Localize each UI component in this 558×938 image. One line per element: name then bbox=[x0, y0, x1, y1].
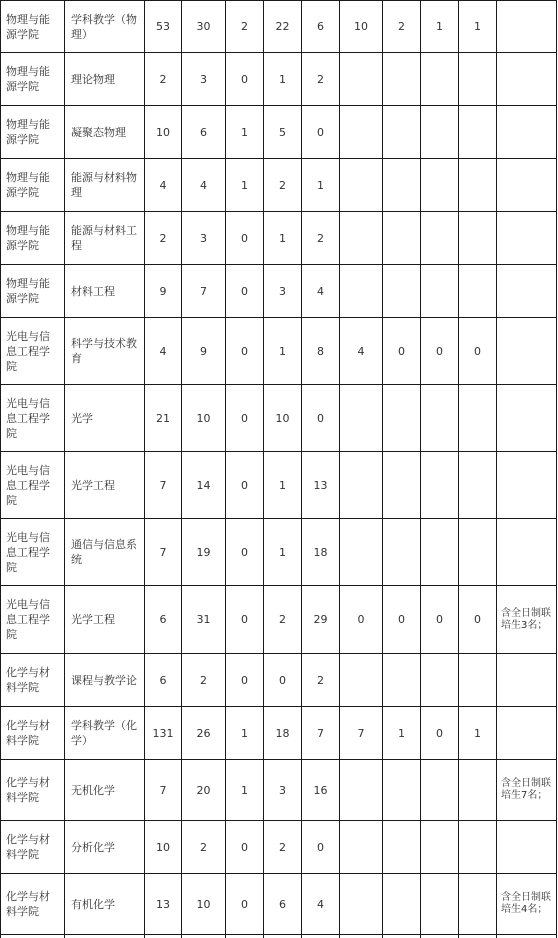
count-cell: 20 bbox=[182, 760, 226, 821]
count-cell: 0 bbox=[383, 586, 421, 654]
note-cell bbox=[497, 159, 557, 212]
table-row bbox=[1, 265, 557, 318]
note-cell bbox=[497, 212, 557, 265]
count-cell bbox=[421, 935, 459, 938]
count-cell: 1 bbox=[226, 760, 264, 821]
count-cell: 29 bbox=[302, 586, 340, 654]
count-cell: 0 bbox=[264, 654, 302, 707]
count-cell: 3 bbox=[264, 760, 302, 821]
count-cell: 1 bbox=[264, 519, 302, 586]
count-cell bbox=[340, 159, 383, 212]
count-cell: 4 bbox=[145, 318, 182, 385]
count-cell: 1 bbox=[226, 159, 264, 212]
major-cell: 光学 bbox=[65, 385, 145, 452]
count-cell: 2 bbox=[302, 654, 340, 707]
college-cell: 物理与能源学院 bbox=[1, 106, 65, 159]
count-cell bbox=[226, 935, 264, 938]
table-row bbox=[1, 452, 557, 519]
count-cell bbox=[383, 935, 421, 938]
college-cell: 化学与材料学院 bbox=[1, 654, 65, 707]
count-cell: 1 bbox=[264, 452, 302, 519]
college-cell: 物理与能源学院 bbox=[1, 1, 65, 53]
major-cell: 理论物理 bbox=[65, 53, 145, 106]
count-cell: 2 bbox=[264, 586, 302, 654]
count-cell bbox=[459, 106, 497, 159]
major-cell: 凝聚态物理 bbox=[65, 106, 145, 159]
count-cell bbox=[383, 654, 421, 707]
count-cell: 2 bbox=[302, 212, 340, 265]
count-cell: 0 bbox=[226, 53, 264, 106]
count-cell bbox=[340, 519, 383, 586]
count-cell: 0 bbox=[459, 586, 497, 654]
college-cell: 光电与信息工程学院 bbox=[1, 586, 65, 654]
count-cell: 1 bbox=[226, 106, 264, 159]
count-cell bbox=[340, 874, 383, 935]
college-cell: 光电与信息工程学院 bbox=[1, 519, 65, 586]
count-cell: 0 bbox=[226, 318, 264, 385]
count-cell bbox=[340, 385, 383, 452]
count-cell bbox=[383, 53, 421, 106]
count-cell: 10 bbox=[340, 1, 383, 53]
note-cell bbox=[497, 318, 557, 385]
count-cell: 4 bbox=[182, 159, 226, 212]
count-cell: 4 bbox=[340, 318, 383, 385]
count-cell bbox=[383, 452, 421, 519]
count-cell: 0 bbox=[226, 654, 264, 707]
count-cell: 2 bbox=[145, 53, 182, 106]
count-cell bbox=[340, 212, 383, 265]
count-cell: 2 bbox=[226, 1, 264, 53]
count-cell: 9 bbox=[145, 265, 182, 318]
count-cell bbox=[459, 821, 497, 874]
count-cell: 6 bbox=[145, 586, 182, 654]
note-cell bbox=[497, 452, 557, 519]
count-cell bbox=[459, 212, 497, 265]
count-cell bbox=[182, 935, 226, 938]
note-cell bbox=[497, 385, 557, 452]
table-row bbox=[1, 53, 557, 106]
college-cell: 光电与信息工程学院 bbox=[1, 452, 65, 519]
count-cell: 1 bbox=[226, 707, 264, 760]
count-cell: 1 bbox=[421, 1, 459, 53]
count-cell bbox=[383, 265, 421, 318]
count-cell: 10 bbox=[145, 106, 182, 159]
count-cell bbox=[340, 452, 383, 519]
count-cell: 10 bbox=[182, 385, 226, 452]
count-cell bbox=[459, 159, 497, 212]
count-cell bbox=[383, 106, 421, 159]
count-cell: 3 bbox=[182, 53, 226, 106]
count-cell bbox=[459, 265, 497, 318]
count-cell bbox=[421, 385, 459, 452]
count-cell: 0 bbox=[421, 707, 459, 760]
count-cell bbox=[421, 106, 459, 159]
major-cell bbox=[65, 935, 145, 938]
count-cell: 0 bbox=[459, 318, 497, 385]
count-cell bbox=[264, 935, 302, 938]
count-cell: 16 bbox=[302, 760, 340, 821]
count-cell: 1 bbox=[264, 53, 302, 106]
college-cell: 物理与能源学院 bbox=[1, 159, 65, 212]
major-cell: 能源与材料工程 bbox=[65, 212, 145, 265]
major-cell: 课程与教学论 bbox=[65, 654, 145, 707]
count-cell: 1 bbox=[383, 707, 421, 760]
count-cell: 0 bbox=[421, 586, 459, 654]
count-cell: 7 bbox=[145, 519, 182, 586]
count-cell bbox=[421, 760, 459, 821]
count-cell: 0 bbox=[226, 874, 264, 935]
college-cell: 化学与材料学院 bbox=[1, 707, 65, 760]
major-cell: 学科教学（物理） bbox=[65, 1, 145, 53]
count-cell: 26 bbox=[182, 707, 226, 760]
college-cell: 物理与能源学院 bbox=[1, 265, 65, 318]
count-cell bbox=[383, 212, 421, 265]
count-cell: 19 bbox=[182, 519, 226, 586]
count-cell: 10 bbox=[182, 874, 226, 935]
count-cell bbox=[383, 519, 421, 586]
count-cell bbox=[459, 760, 497, 821]
count-cell bbox=[459, 654, 497, 707]
count-cell: 4 bbox=[145, 159, 182, 212]
count-cell bbox=[340, 654, 383, 707]
count-cell: 2 bbox=[264, 821, 302, 874]
count-cell: 7 bbox=[340, 707, 383, 760]
count-cell: 0 bbox=[383, 318, 421, 385]
count-cell bbox=[383, 760, 421, 821]
count-cell: 0 bbox=[302, 106, 340, 159]
count-cell bbox=[421, 265, 459, 318]
major-cell: 光学工程 bbox=[65, 586, 145, 654]
count-cell: 1 bbox=[459, 1, 497, 53]
count-cell bbox=[383, 874, 421, 935]
count-cell: 2 bbox=[383, 1, 421, 53]
count-cell: 0 bbox=[302, 821, 340, 874]
note-cell bbox=[497, 519, 557, 586]
count-cell: 0 bbox=[302, 385, 340, 452]
count-cell: 13 bbox=[302, 452, 340, 519]
count-cell: 7 bbox=[145, 760, 182, 821]
table-row bbox=[1, 106, 557, 159]
count-cell bbox=[383, 821, 421, 874]
count-cell: 6 bbox=[182, 106, 226, 159]
note-cell bbox=[497, 106, 557, 159]
count-cell: 0 bbox=[340, 586, 383, 654]
table-body bbox=[1, 1, 557, 938]
count-cell bbox=[459, 385, 497, 452]
count-cell bbox=[421, 821, 459, 874]
major-cell: 光学工程 bbox=[65, 452, 145, 519]
count-cell bbox=[302, 935, 340, 938]
count-cell: 1 bbox=[459, 707, 497, 760]
count-cell: 3 bbox=[264, 265, 302, 318]
major-cell: 分析化学 bbox=[65, 821, 145, 874]
count-cell: 3 bbox=[182, 212, 226, 265]
count-cell: 2 bbox=[264, 159, 302, 212]
college-cell: 光电与信息工程学院 bbox=[1, 318, 65, 385]
table-row bbox=[1, 935, 557, 938]
count-cell: 0 bbox=[226, 385, 264, 452]
count-cell: 0 bbox=[421, 318, 459, 385]
count-cell: 10 bbox=[145, 821, 182, 874]
count-cell: 1 bbox=[302, 159, 340, 212]
table-row bbox=[1, 654, 557, 707]
note-cell: 含全日制联培生3名； bbox=[497, 586, 557, 654]
college-cell bbox=[1, 935, 65, 938]
count-cell: 7 bbox=[302, 707, 340, 760]
count-cell: 7 bbox=[145, 452, 182, 519]
count-cell: 2 bbox=[182, 654, 226, 707]
count-cell bbox=[145, 935, 182, 938]
count-cell: 18 bbox=[302, 519, 340, 586]
count-cell bbox=[340, 760, 383, 821]
count-cell: 0 bbox=[226, 265, 264, 318]
table-row bbox=[1, 760, 557, 821]
count-cell bbox=[421, 654, 459, 707]
note-cell bbox=[497, 1, 557, 53]
count-cell bbox=[421, 53, 459, 106]
note-cell: 含全日制联培生4名； bbox=[497, 874, 557, 935]
count-cell bbox=[383, 385, 421, 452]
table-row bbox=[1, 821, 557, 874]
note-cell bbox=[497, 265, 557, 318]
major-cell: 有机化学 bbox=[65, 874, 145, 935]
count-cell: 8 bbox=[302, 318, 340, 385]
note-cell bbox=[497, 53, 557, 106]
count-cell: 2 bbox=[182, 821, 226, 874]
count-cell: 0 bbox=[226, 452, 264, 519]
major-cell: 材料工程 bbox=[65, 265, 145, 318]
count-cell: 22 bbox=[264, 1, 302, 53]
count-cell bbox=[340, 265, 383, 318]
count-cell bbox=[421, 452, 459, 519]
count-cell: 0 bbox=[226, 519, 264, 586]
table-row bbox=[1, 318, 557, 385]
table-row bbox=[1, 586, 557, 654]
major-cell: 无机化学 bbox=[65, 760, 145, 821]
count-cell: 14 bbox=[182, 452, 226, 519]
table-row bbox=[1, 874, 557, 935]
note-cell: 含全日制联培生7名； bbox=[497, 760, 557, 821]
count-cell bbox=[340, 935, 383, 938]
table-row bbox=[1, 212, 557, 265]
count-cell bbox=[459, 874, 497, 935]
count-cell: 10 bbox=[264, 385, 302, 452]
count-cell bbox=[459, 452, 497, 519]
count-cell: 13 bbox=[145, 874, 182, 935]
major-cell: 学科教学（化学） bbox=[65, 707, 145, 760]
count-cell: 53 bbox=[145, 1, 182, 53]
count-cell: 2 bbox=[302, 53, 340, 106]
count-cell: 0 bbox=[226, 586, 264, 654]
count-cell: 4 bbox=[302, 874, 340, 935]
count-cell: 0 bbox=[226, 821, 264, 874]
major-cell: 通信与信息系统 bbox=[65, 519, 145, 586]
major-cell: 科学与技术教育 bbox=[65, 318, 145, 385]
count-cell: 21 bbox=[145, 385, 182, 452]
college-cell: 物理与能源学院 bbox=[1, 53, 65, 106]
college-cell: 物理与能源学院 bbox=[1, 212, 65, 265]
table-row bbox=[1, 519, 557, 586]
count-cell: 6 bbox=[264, 874, 302, 935]
count-cell: 4 bbox=[302, 265, 340, 318]
count-cell bbox=[340, 821, 383, 874]
count-cell: 5 bbox=[264, 106, 302, 159]
table-row bbox=[1, 707, 557, 760]
count-cell: 6 bbox=[145, 654, 182, 707]
count-cell: 0 bbox=[226, 212, 264, 265]
count-cell: 131 bbox=[145, 707, 182, 760]
college-cell: 光电与信息工程学院 bbox=[1, 385, 65, 452]
count-cell bbox=[459, 935, 497, 938]
table-row bbox=[1, 385, 557, 452]
table-row bbox=[1, 1, 557, 53]
count-cell: 18 bbox=[264, 707, 302, 760]
note-cell bbox=[497, 707, 557, 760]
count-cell bbox=[340, 106, 383, 159]
count-cell: 1 bbox=[264, 212, 302, 265]
count-cell bbox=[459, 519, 497, 586]
count-cell: 31 bbox=[182, 586, 226, 654]
count-cell bbox=[459, 53, 497, 106]
college-cell: 化学与材料学院 bbox=[1, 760, 65, 821]
count-cell: 9 bbox=[182, 318, 226, 385]
count-cell: 30 bbox=[182, 1, 226, 53]
count-cell: 2 bbox=[145, 212, 182, 265]
count-cell: 1 bbox=[264, 318, 302, 385]
college-cell: 化学与材料学院 bbox=[1, 874, 65, 935]
note-cell bbox=[497, 821, 557, 874]
note-cell bbox=[497, 654, 557, 707]
college-cell: 化学与材料学院 bbox=[1, 821, 65, 874]
count-cell bbox=[421, 212, 459, 265]
count-cell: 7 bbox=[182, 265, 226, 318]
note-cell bbox=[497, 935, 557, 938]
count-cell: 6 bbox=[302, 1, 340, 53]
count-cell bbox=[383, 159, 421, 212]
count-cell bbox=[421, 519, 459, 586]
major-cell: 能源与材料物理 bbox=[65, 159, 145, 212]
count-cell bbox=[340, 53, 383, 106]
count-cell bbox=[421, 159, 459, 212]
table-row bbox=[1, 159, 557, 212]
count-cell bbox=[421, 874, 459, 935]
